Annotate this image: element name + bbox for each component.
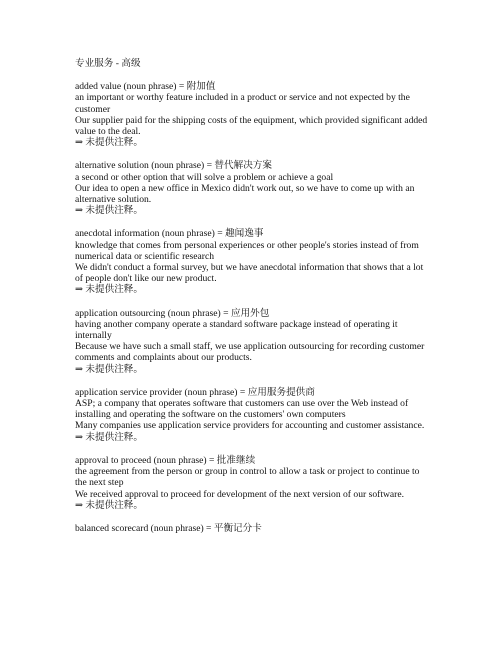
entry-example: We didn't conduct a formal survey, but we have anecdotal information that shows that a lot of people don't like our new product. <box>75 262 424 285</box>
entry-term: application outsourcing (noun phrase) = 应用外包 <box>75 307 270 319</box>
glossary-entry <box>75 523 432 534</box>
entry-definition: ASP; a company that operates software that customers can use over the Web instead of installing and operating the software on the customers' own computers <box>75 398 409 421</box>
entry-example: We received approval to proceed for development of the next version of our software. <box>75 488 405 500</box>
entry-definition: the agreement from the person or group in control to allow a task or project to continue to the next step <box>75 466 420 489</box>
entry-definition: an important or worthy feature included in a product or service and not expected by the customer <box>75 92 410 115</box>
glossary-entry <box>75 228 432 295</box>
entry-note: ⇒ 未提供注释。 <box>75 137 143 149</box>
entry-term: added value (noun phrase) = 附加值 <box>75 81 216 93</box>
entry-term: balanced scorecard (noun phrase) = 平衡记分卡 <box>75 522 262 534</box>
entry-note: ⇒ 未提供注释。 <box>75 205 143 217</box>
glossary-entry <box>75 387 432 443</box>
entry-example: Many companies use application service providers for accounting and customer assistance. <box>75 420 425 432</box>
entry-example: Because we have such a small staff, we use application outsourcing for recording customer comments and complaints about our products. <box>75 341 425 364</box>
document-content <box>75 58 432 546</box>
entry-note: ⇒ 未提供注释。 <box>75 499 143 511</box>
entry-definition: a second or other option that will solve a problem or achieve a goal <box>75 171 334 183</box>
document-heading: 专业服务 - 高级 <box>75 58 141 69</box>
glossary-entry <box>75 308 432 375</box>
entry-term: alternative solution (noun phrase) = 替代解决方案 <box>75 160 272 172</box>
entry-term: application service provider (noun phrase) = 应用服务提供商 <box>75 386 315 398</box>
entry-example: Our idea to open a new office in Mexico didn't work out, so we have to come up with an alternative solution. <box>75 182 415 206</box>
entry-term: approval to proceed (noun phrase) = 批准继续 <box>75 454 256 466</box>
glossary-entry <box>75 160 432 216</box>
entry-example: Our supplier paid for the shipping costs of the equipment, which provided significant added value to the deal. <box>75 114 428 138</box>
glossary-entry <box>75 81 432 148</box>
entry-note: ⇒ 未提供注释。 <box>75 363 143 375</box>
entry-definition: having another company operate a standard software package instead of operating it internally <box>75 318 398 342</box>
entry-definition: knowledge that comes from personal experiences or other people's stories instead of from numerical data or scientific research <box>75 239 419 262</box>
entry-note: ⇒ 未提供注释。 <box>75 284 143 296</box>
entry-term: anecdotal information (noun phrase) = 趣闻逸事 <box>75 228 264 240</box>
entry-note: ⇒ 未提供注释。 <box>75 431 143 443</box>
glossary-entry <box>75 455 432 511</box>
